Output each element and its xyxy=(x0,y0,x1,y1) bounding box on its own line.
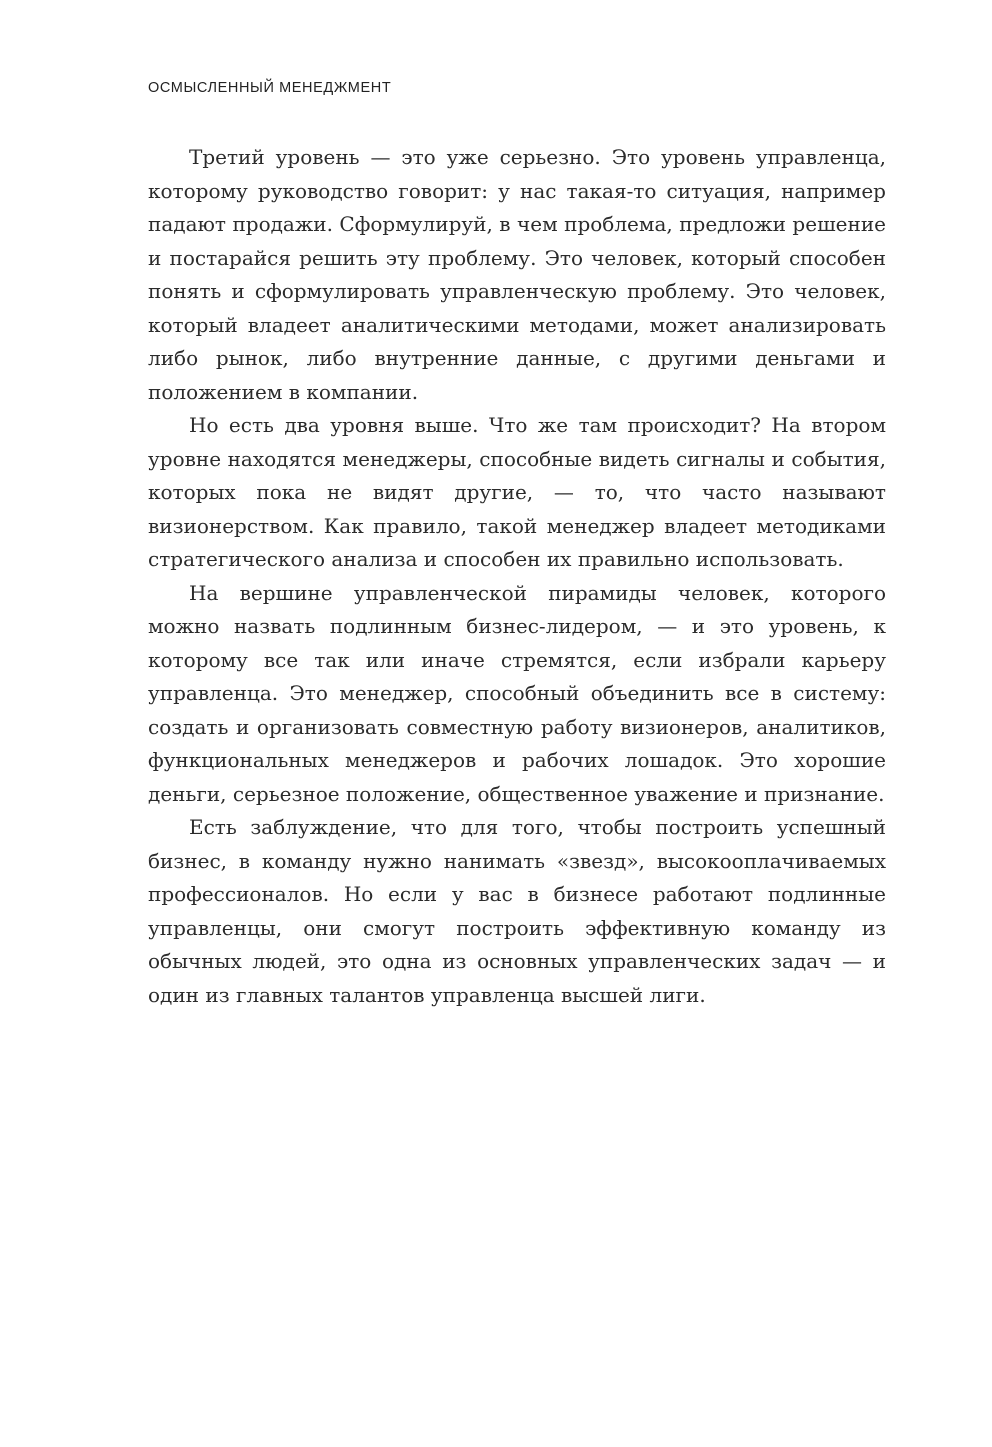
paragraph: Третий уровень — это уже серьезно. Это уровень управленца, которому руководство говорит: у нас такая-то ситуация, например падают продажи. Сформулируй, в чем проблема, предложи решение и постарайся решить эту проблему. Это человек, который способен понять и сформулировать управленческую проблему. Это человек, который владеет аналитическими методами, может анализировать либо рынок, либо внутренние данные, с другими деньгами и положением в компании. xyxy=(148,145,886,404)
paragraph: Есть заблуждение, что для того, чтобы построить успешный бизнес, в команду нужно нанимать «звезд», высокооплачиваемых профессионалов. Но если у вас в бизнесе работают подлинные управленцы, они смогут построить эффективную команду из обычных людей, это одна из основных управленческих задач — и один из главных талантов управленца высшей лиги. xyxy=(148,815,886,1007)
body-text xyxy=(148,141,886,1012)
paragraph: Но есть два уровня выше. Что же там происходит? На втором уровне находятся менеджеры, способные видеть сигналы и события, которых пока не видят другие, — то, что часто называют визионерством. Как правило, такой менеджер владеет методиками стратегического анализа и способен их правильно использовать. xyxy=(148,413,886,571)
running-head: ОСМЫСЛЕННЫЙ МЕНЕДЖМЕНТ xyxy=(148,80,392,96)
paragraph: На вершине управленческой пирамиды человек, которого можно назвать подлинным бизнес-лидером, — и это уровень, к которому все так или иначе стремятся, если избрали карьеру управленца. Это менеджер, способный объединить все в систему: создать и организовать совместную работу визионеров, аналитиков, функциональных менеджеров и рабочих лошадок. Это хорошие деньги, серьезное положение, общественное уважение и признание. xyxy=(148,580,886,806)
